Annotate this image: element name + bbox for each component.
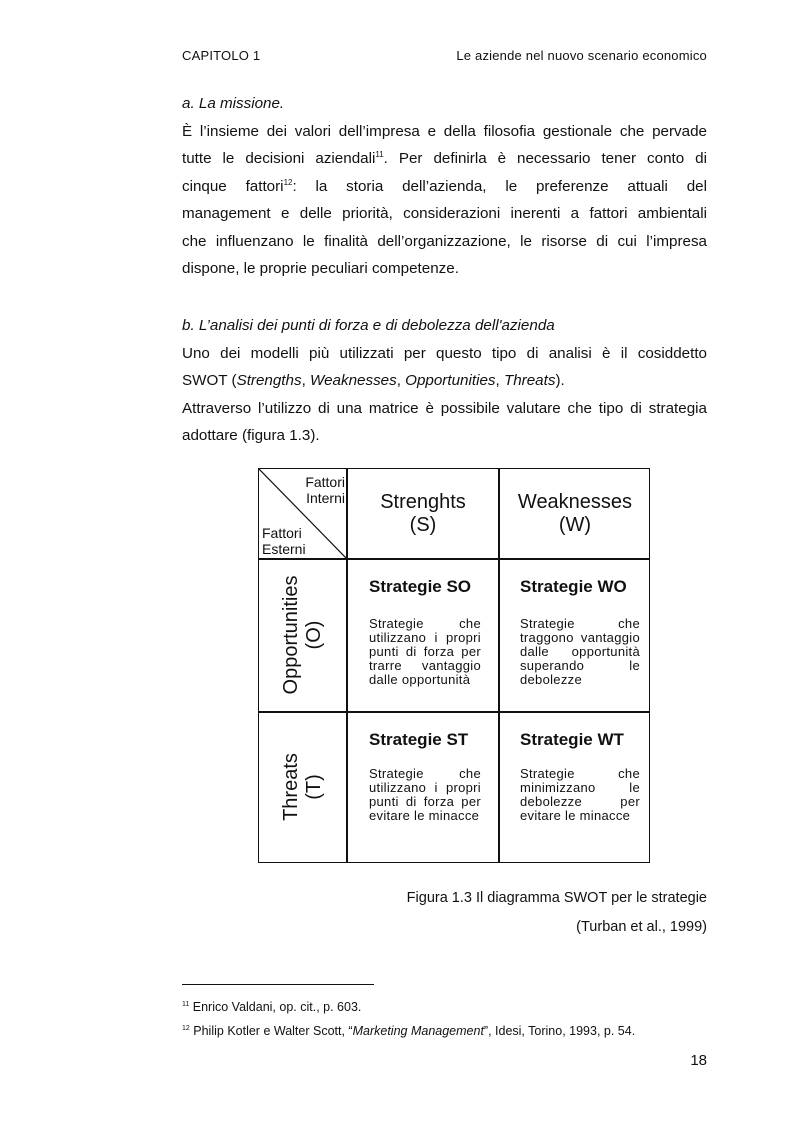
page-number: 18 [690,1052,707,1069]
footnote-text: Philip Kotler e Walter Scott, “ [189,1024,353,1038]
paragraph-line: dispone, le proprie peculiari competenze. [182,260,459,277]
footnote-ref: 12 [283,177,293,187]
cell-text-so: Strategie che utilizzano i propri punti di forza per trarre vantaggio dalle opportunità [369,616,481,687]
section-b [182,312,707,450]
corner-label-external [262,525,306,557]
paragraph-line [182,145,707,173]
corner-text: Interni [306,490,345,506]
cell-title-so: Strategie SO [369,577,472,596]
term-weaknesses: Weaknesses [310,372,397,389]
cell-text-st: Strategie che utilizzano i propri punti di forza per evitare le minacce [369,766,481,823]
corner-text: Esterni [262,541,306,557]
section-a-title: a. La missione. [182,95,285,112]
header-text: (W) [558,514,592,536]
cell-text-wt: Strategie che minimizzano le debolezze per evitare le minacce [520,766,640,823]
section-b-title: b. L’analisi dei punti di forza e di debolezza dell'azienda [182,317,555,334]
text-run: SWOT ( [182,372,237,389]
paragraph-line: che influenzano le finalità dell’organizzazione, le risorse di cui l’impresa [182,232,707,250]
footnote-book-title: Marketing Management [352,1024,484,1038]
footnote-11 [182,1000,361,1014]
footnote-text: Enrico Valdani, op. cit., p. 603. [189,1000,362,1014]
footnote-text: ”, Idesi, Torino, 1993, p. 54. [483,1024,636,1038]
paragraph-line: Uno dei modelli più utilizzati per questo tipo di analisi è il cosiddetto [182,344,707,362]
column-header-weaknesses [500,491,650,537]
footnote-number: 12 [182,1024,190,1032]
figure-source: (Turban et al., 1999) [576,919,707,935]
term-strengths: Strengths [236,372,302,389]
paragraph-line: È l’insieme dei valori dell’impresa e della filosofia gestionale che pervade [182,122,707,140]
corner-text: Fattori [305,474,345,490]
header-text: Opportunities [280,575,302,695]
footnote-number: 11 [182,1000,190,1008]
swot-matrix [258,468,650,863]
paragraph-line: adottare (figura 1.3). [182,427,320,444]
row-header-threats [280,712,326,862]
cell-title-st: Strategie ST [369,730,469,749]
paragraph-line [182,367,707,395]
figure-caption: Figura 1.3 Il diagramma SWOT per le strategie [406,890,707,906]
row-header-opportunities [280,560,326,710]
text-run: ). [555,372,565,389]
cell-text-wo: Strategie che traggono vantaggio dalle opportunità superando le debolezze [520,616,640,687]
header-text: Weaknesses [517,491,633,513]
separator: , [495,372,504,389]
footnote-rule [182,984,374,985]
header-text: Strenghts [380,491,466,513]
corner-label-internal [299,474,345,506]
separator: , [301,372,311,389]
paragraph-line [182,173,707,201]
term-threats: Threats [503,372,556,389]
paragraph-line: management e delle priorità, considerazioni inerenti a fattori ambientali [182,205,707,222]
cell-title-wt: Strategie WT [520,730,624,749]
text-run: : la storia dell’azienda, le preferenze attuali del [292,177,707,195]
column-header-strengths [348,491,498,537]
text-run: . Per definirla è necessario tener conto di [383,150,707,167]
running-header-chapter: CAPITOLO 1 [182,48,261,63]
header-text: (T) [303,774,325,800]
footnote-ref: 11 [375,149,384,159]
corner-text: Fattori [262,525,302,541]
section-a [182,90,707,283]
footnote-12 [182,1024,635,1038]
term-opportunities: Opportunities [405,372,496,389]
text-run: cinque fattori [182,177,284,195]
header-text: (S) [409,514,437,536]
running-header-title: Le aziende nel nuovo scenario economico [456,48,707,63]
cell-title-wo: Strategie WO [520,577,627,596]
separator: , [396,372,406,389]
header-text: (O) [303,620,325,650]
paragraph-line: Attraverso l’utilizzo di una matrice è possibile valutare che tipo di strategia [182,399,707,417]
text-run: tutte le decisioni aziendali [182,150,376,167]
header-text: Threats [280,753,302,821]
